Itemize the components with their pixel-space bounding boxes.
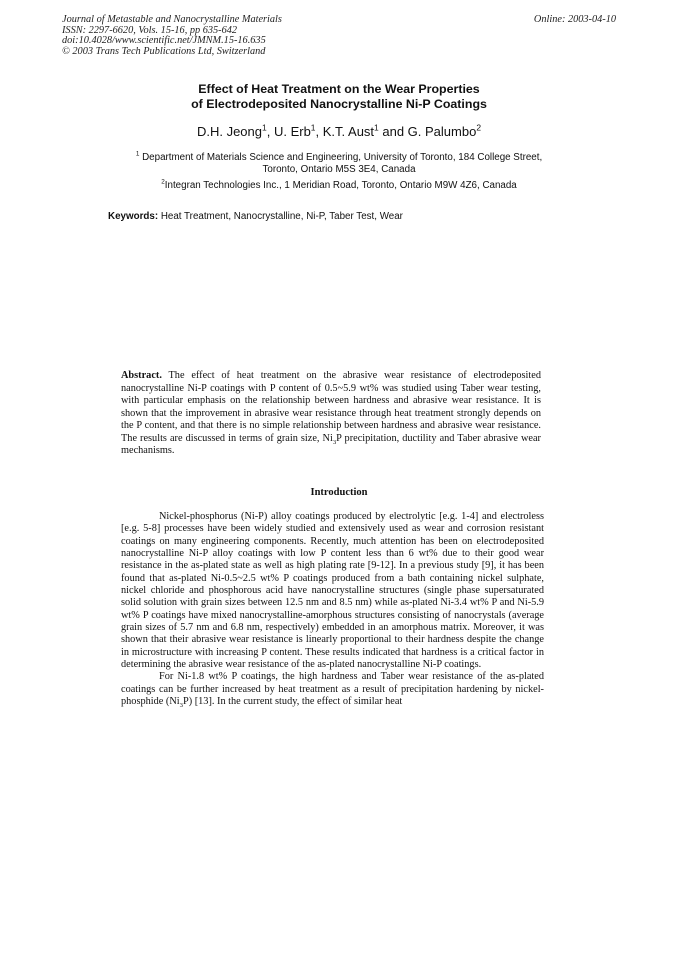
copyright-line: © 2003 Trans Tech Publications Ltd, Switzerland <box>62 45 266 57</box>
affiliation-1 <box>100 152 578 176</box>
affiliation-marker: 1 <box>374 122 379 133</box>
doi-line: doi:10.4028/www.scientific.net/JMNM.15-16.635 <box>62 35 266 47</box>
author-name: G. Palumbo <box>407 124 477 139</box>
journal-header <box>62 15 282 57</box>
affiliation-text: Integran Technologies Inc., 1 Meridian Road, Toronto, Ontario M9W 4Z6, Canada <box>164 180 517 191</box>
affiliation-marker: 2 <box>476 122 482 133</box>
abstract-label: Abstract. <box>121 370 162 381</box>
title-line-2: of Electrodeposited Nanocrystalline Ni-P Coatings <box>191 96 487 111</box>
affiliation-number: 2 <box>161 178 165 186</box>
affiliation-text: Department of Materials Science and Engineering, University of Toronto, 184 College Street, <box>142 152 543 163</box>
keywords-label: Keywords: <box>108 211 159 222</box>
issn-line: ISSN: 2297-6620, Vols. 15-16, pp 635-642 <box>62 24 238 36</box>
paragraph: Nickel-phosphorus (Ni-P) alloy coatings produced by electrolytic [e.g. 1-4] and electroless [e.g. 5-8] processes have been widely studied and extensively used as wear and corrosion resistant coatings on many engineering components. Recently, much attention has been on electrodeposited nanocrystalline Ni-P alloy coatings with low P content less than 6 wt% due to their good wear resistance in the as-plated state as well as high plating rate [9-12]. In a previous study [9], it has been found that as-plated Ni-0.5~2.5 wt% P coatings produced from a bath containing nickel sulphate, nickel chloride and phosphorous acid have nanocrystalline structures (single phase supersaturated solid solution with grain sizes between 12.5 nm and 8.5 nm) while as-plated Ni-3.4 wt% P and Ni-5.9 wt% P coatings have mixed nanocrystalline-amorphous structures consisting of nanocrystals (average grain sizes of 5.7 nm and 6.8 nm, respectively) embedded in an amorphous matrix. Moreover, it was shown that their abrasive wear resistance is linearly proportional to their hardness despite the change in microstructure with increasing P content. These results indicated that hardness is a critical factor in determining the abrasive wear resistance of the as-plated nanocrystalline Ni-P coatings. <box>121 511 544 671</box>
keywords <box>108 211 403 222</box>
abstract-text: The effect of heat treatment on the abrasive wear resistance of electrodeposited nanocrystalline Ni-P coatings with P content of 0.5~5.9 wt% was studied using Taber wear testing, with particular emphasis on the relationship between hardness and abrasive wear resistance. It is shown that the improvement in abrasive wear resistance through heat treatment strongly depends on the P content, and that there is no simple relationship between hardness and abrasive wear resistance. The results are discussed in terms of grain size, Ni <box>121 370 541 444</box>
author-name: U. Erb <box>273 124 311 139</box>
online-date: Online: 2003-04-10 <box>533 14 616 25</box>
paragraph: For Ni-1.8 wt% P coatings, the high hardness and Taber wear resistance of the as-plated coatings can be further increased by heat treatment as a result of precipitation hardening by nickel-phosphide $(Ni_3P)$ [13]. In the current study, the effect of similar heat <box>121 671 544 710</box>
abstract-text: P precipitation, ductility and Taber abrasive wear mechanisms. <box>121 432 541 456</box>
author-list: D.H. Jeong$^1$, U. Erb$^1$, K.T. Aust$^1$ and G. Palumbo$^2$ <box>196 122 482 139</box>
keywords-text: Heat Treatment, Nanocrystalline, Ni-P, Taber Test, Wear <box>158 211 403 222</box>
affiliation-marker: 1 <box>262 122 267 133</box>
introduction-body <box>121 511 544 709</box>
affiliation-2 <box>100 180 578 192</box>
paper-title <box>0 82 678 111</box>
title-line-1: Effect of Heat Treatment on the Wear Properties <box>198 82 480 96</box>
affiliation-number: 1 <box>135 150 140 158</box>
author-name: D.H. Jeong <box>196 124 263 139</box>
author-name: K.T. Aust <box>322 124 375 139</box>
affiliation-marker: 1 <box>310 122 316 133</box>
section-heading: Introduction <box>310 487 368 498</box>
abstract: Abstract. The effect of heat treatment on the abrasive wear resistance of electrodeposited nanocrystalline Ni-P coatings with P content of 0.5~5.9 wt% was studied using Taber wear testing, with particular emphasis on the relationship between hardness and abrasive wear resistance. It is shown that the improvement in abrasive wear resistance through heat treatment strongly depends on the P content, and that there is no simple relationship between hardness and abrasive wear resistance. The results are discussed in terms of grain size, $Ni_3P$ precipitation, ductility and Taber abrasive wear mechanisms. <box>121 370 541 456</box>
journal-name: Journal of Metastable and Nanocrystalline Materials <box>62 14 282 25</box>
affiliation-text: Toronto, Ontario M5S 3E4, Canada <box>262 164 416 175</box>
